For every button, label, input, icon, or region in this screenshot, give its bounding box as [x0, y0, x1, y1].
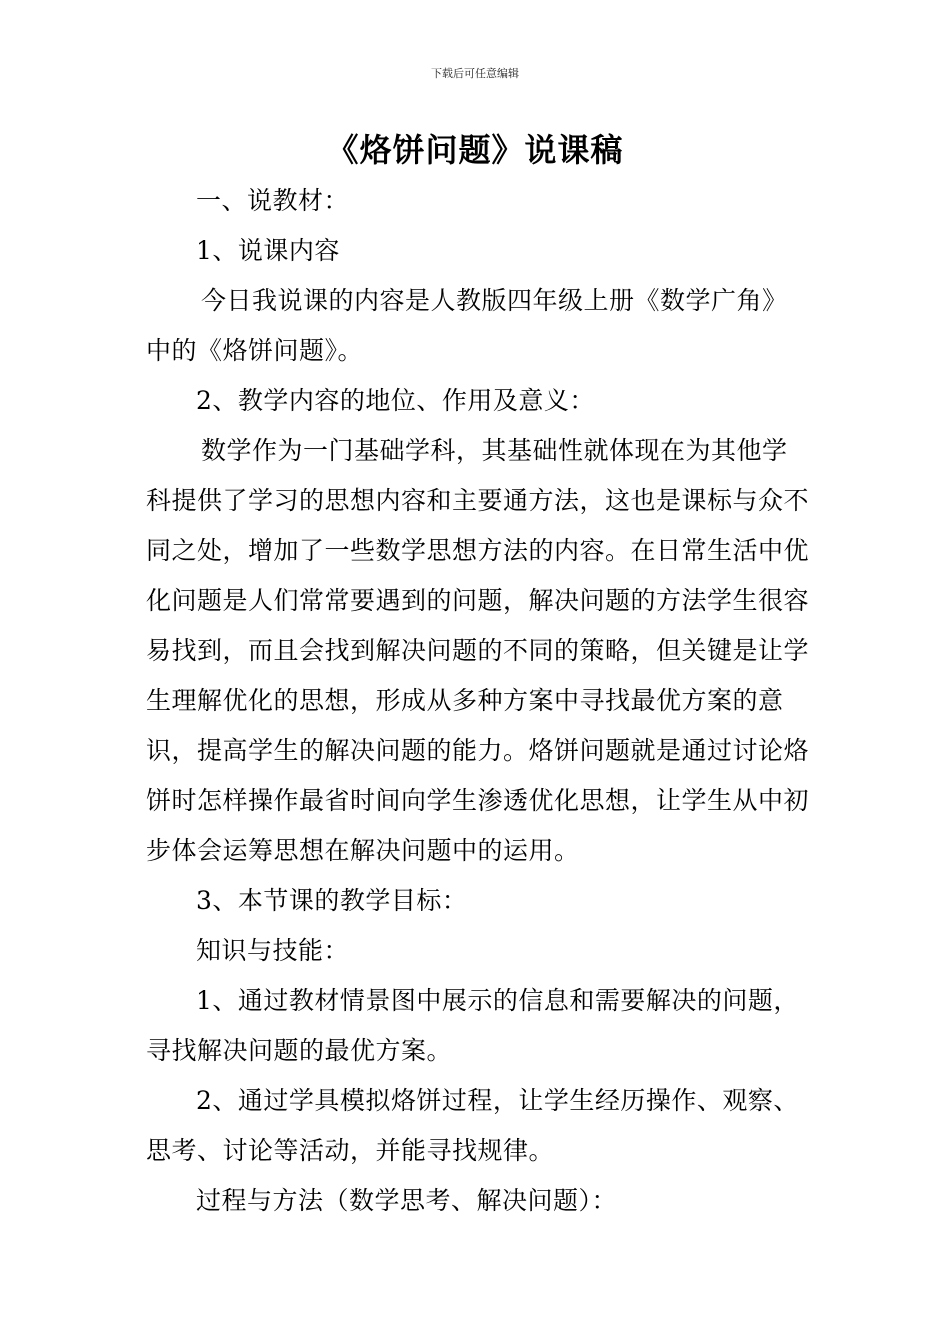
subheading-objectives: 3、本节课的教学目标： [196, 886, 468, 915]
objective-item-1: 1、通过教材情景图中展示的信息和需要解决的问题，寻找解决问题的最优方案。 [146, 986, 799, 1065]
document-title: 《烙饼问题》说课稿 [326, 131, 624, 169]
subheading-process-methods: 过程与方法（数学思考、解决问题）： [196, 1186, 618, 1215]
header-note: 下载后可任意编辑 [431, 67, 519, 80]
subheading-knowledge-skills: 知识与技能： [196, 936, 350, 965]
section-heading-textbook: 一、说教材： [196, 186, 350, 215]
subheading-significance: 2、教学内容的地位、作用及意义： [196, 386, 595, 415]
document-body [146, 176, 810, 1226]
objective-item-2: 2、通过学具模拟烙饼过程，让学生经历操作、观察、思考、讨论等活动，并能寻找规律。 [146, 1086, 799, 1165]
paragraph-lesson-content: 今日我说课的内容是人教版四年级上册《数学广角》中的《烙饼问题》。 [146, 286, 788, 365]
paragraph-significance: 数学作为一门基础学科，其基础性就体现在为其他学科提供了学习的思想内容和主要通方法，这也是课标与众不同之处，增加了一些数学思想方法的内容。在日常生活中优化问题是人们常常要遇到的问题，解决问题的方法学生很容易找到，而且会找到解决问题的不同的策略，但关键是让学生理解优化的思想，形成从多种方案中寻找最优方案的意识，提高学生的解决问题的能力。烙饼问题就是通过讨论烙饼时怎样操作最省时间向学生渗透优化思想，让学生从中初步体会运筹思想在解决问题中的运用。 [146, 436, 810, 865]
subheading-lesson-content: 1、说课内容 [196, 236, 340, 265]
